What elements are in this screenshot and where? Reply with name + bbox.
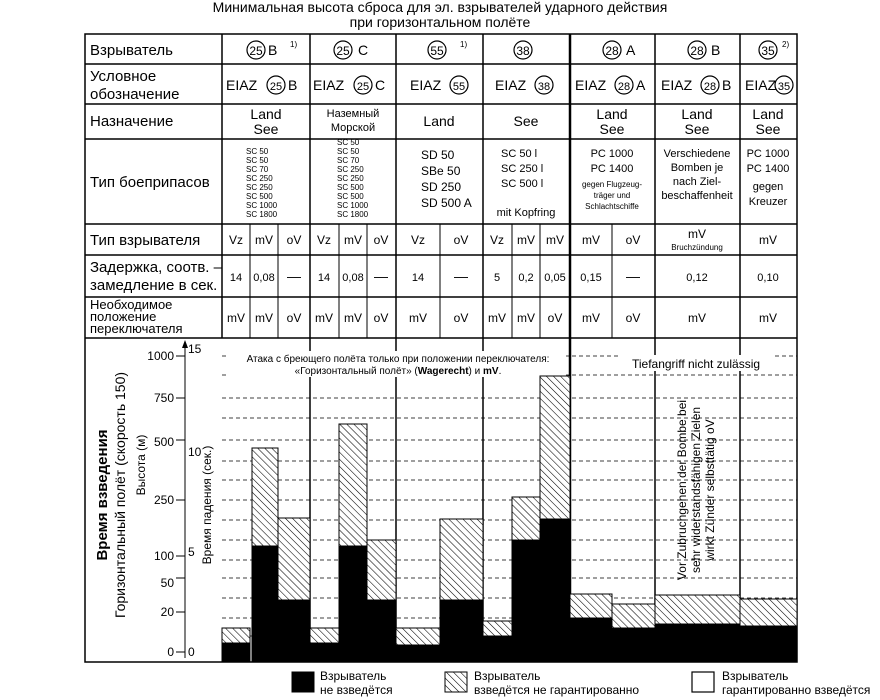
note-vertical-3: wirkt Zünder selbsttätig oV	[703, 419, 717, 561]
eiaz-num-38: 38	[537, 81, 551, 93]
legend-swatch-black	[292, 672, 314, 692]
fuze-suffix-28a: A	[626, 42, 636, 58]
fuze-number-28b: 28	[690, 44, 704, 58]
ammo-25c-2: SC 70	[337, 156, 360, 165]
fuze-type-25b-0: Vz	[228, 233, 244, 247]
fuze-type-28b-note: Bruchzündung	[671, 243, 723, 252]
fuze-type-55-1: oV	[453, 233, 469, 247]
title-line-2: при горизонтальном полёте	[349, 14, 531, 30]
eiaz-label-28b: EIAZ	[661, 77, 693, 93]
ammo-25b-4: SC 250	[246, 183, 273, 192]
fuze-type-35-0: mV	[759, 233, 777, 247]
legend-white-2: гарантированно взведётся	[722, 683, 871, 697]
height-tick-500: 500	[153, 435, 174, 449]
eiaz-num-28a: 28	[617, 81, 631, 93]
bar-35-black	[740, 626, 797, 662]
delay-55-1: —	[454, 268, 468, 284]
delay-28a-0: 0,15	[580, 272, 602, 284]
fuze-type-38-1: mV	[517, 233, 535, 247]
ammo-28b-2: nach Ziel-	[672, 176, 722, 188]
legend-swatch-hatch	[445, 672, 467, 692]
delay-25b-0: 14	[229, 272, 243, 284]
ammo-25b-5: SC 500	[246, 192, 273, 201]
fuze-type-25b-1: mV	[255, 233, 273, 247]
bar-25c-mv-hatch	[339, 424, 367, 546]
fuze-suffix-28b: B	[711, 42, 721, 58]
time-tick-5: 5	[188, 545, 195, 559]
bar-35-hatch	[740, 599, 797, 626]
fuze-type-38-2: mV	[546, 233, 564, 247]
bar-28b-black	[655, 624, 740, 662]
note-strafe-1: Атака с бреющего полёта только при положении переключателя:	[246, 354, 550, 365]
axis-title-sub: Горизонтальный полёт (скорость 150)	[112, 371, 128, 619]
purpose-35-2: See	[755, 121, 781, 137]
bar-28a-ov-hatch	[612, 604, 655, 628]
ammo-38-0: SC 50 l	[501, 148, 538, 160]
bar-28b-hatch	[655, 595, 740, 624]
row-header-switch-2: положение	[90, 309, 157, 324]
ammo-25c-3: SC 250	[337, 165, 364, 174]
axis-title-main: Время взведения	[94, 429, 111, 561]
eiaz-num-25b: 25	[269, 81, 283, 93]
delay-row	[230, 268, 779, 284]
ammo-28b-3: beschaffenheit	[661, 190, 733, 202]
eiaz-label-25c: EIAZ	[313, 77, 345, 93]
ammo-25c-8: SC 1800	[337, 210, 369, 219]
switch-35-0: mV	[759, 311, 777, 325]
delay-25c-0: 14	[317, 272, 331, 284]
delay-38-0: 5	[493, 272, 501, 284]
height-tick-100: 100	[153, 549, 174, 563]
ammo-28a-1: PC 1400	[590, 163, 634, 175]
bar-25b-vz-black	[222, 643, 250, 662]
ammo-25b-1: SC 50	[246, 156, 269, 165]
bar-28a-ov-black	[612, 628, 655, 662]
purpose-28a-1: Land	[596, 106, 628, 122]
fuze-number-35: 35	[761, 44, 775, 58]
delay-35-0: 0,10	[757, 272, 779, 284]
purpose-25c-2: Морской	[330, 122, 376, 134]
purpose-38: See	[513, 113, 539, 129]
delay-28b-0: 0,12	[686, 272, 708, 284]
delay-55-0: 14	[411, 272, 425, 284]
height-tick-750: 750	[153, 391, 174, 405]
purpose-25c-1: Наземный	[326, 108, 380, 120]
note-tief: Tiefangriff nicht zulässig	[631, 357, 761, 371]
bar-25c-mv-black	[339, 546, 367, 662]
bar-38-mv1-hatch	[512, 497, 540, 540]
bar-55-ov-black	[440, 600, 483, 662]
ammo-25c-7: SC 1000	[337, 201, 369, 210]
ammo-25c-1: SC 50	[337, 147, 360, 156]
fuze-type-28b-0: mV	[688, 227, 706, 241]
fuze-type-25c-1: mV	[344, 233, 362, 247]
height-tick-20: 20	[160, 605, 174, 619]
eiaz-label-55: EIAZ	[410, 77, 442, 93]
legend-hatch-2: взведётся не гарантированно	[474, 683, 640, 697]
fuze-type-25b-2: oV	[286, 233, 302, 247]
row-headers	[90, 42, 223, 336]
delay-38-2: 0,05	[544, 272, 566, 284]
delay-25c-1: 0,08	[342, 272, 364, 284]
row-header-switch-1: Необходимое	[90, 297, 173, 312]
ammo-25c-5: SC 500	[337, 183, 364, 192]
delay-25c-2: —	[374, 268, 388, 284]
ammo-38-1: SC 250 l	[501, 163, 544, 175]
row-header-designation-2: обозначение	[90, 86, 180, 103]
ammo-25b-0: SC 50	[246, 147, 269, 156]
row-header-delay-1: Задержка, соотв. –	[90, 259, 222, 276]
height-tick-0: 0	[167, 645, 174, 659]
bar-38-vz-black	[483, 636, 512, 662]
row-header-fuze: Взрыватель	[90, 42, 173, 59]
row-header-ammo: Тип боеприпасов	[90, 174, 210, 191]
fuze-suffix-25b: B	[268, 42, 278, 58]
switch-28b-0: mV	[688, 311, 706, 325]
purpose-28b-2: See	[684, 121, 710, 137]
switch-55-0: mV	[409, 311, 427, 325]
switch-28a-0: mV	[582, 311, 600, 325]
height-tick-250: 250	[153, 493, 174, 507]
row-header-designation-1: Условное	[90, 68, 157, 85]
ammo-55-2: SD 250	[421, 180, 462, 194]
bar-55-vz-black	[396, 645, 440, 662]
bar-25c-ov-black	[367, 600, 396, 662]
delay-25b-1: 0,08	[253, 272, 275, 284]
axis-title-height: Высота (м)	[134, 434, 148, 496]
ammo-28b-1: Bomben je	[670, 162, 724, 174]
purpose-25b-2: See	[253, 121, 279, 137]
ammo-25c-6: SC 500	[337, 192, 364, 201]
fuze-number-55: 55	[430, 44, 444, 58]
ammo-25b-7: SC 1800	[246, 210, 278, 219]
note-strafe-2: «Горизонтальный полёт» (Wagerecht) и mV.	[294, 366, 502, 377]
height-tick-1000: 1000	[147, 349, 174, 363]
height-tick-50: 50	[160, 576, 174, 590]
purpose-25b-1: Land	[250, 106, 282, 122]
fuze-type-28a-0: mV	[582, 233, 600, 247]
axis-title-time: Время падения (сек.)	[200, 445, 214, 565]
time-tick-10: 10	[188, 445, 202, 459]
ammo-55-3: SD 500 A	[421, 196, 472, 210]
eiaz-suffix-25c: C	[375, 77, 386, 93]
ammo-35-1: PC 1400	[746, 163, 790, 175]
fuze-number-25b: 25	[249, 44, 263, 58]
fuze-type-25c-2: oV	[373, 233, 389, 247]
purpose-28a-2: See	[599, 121, 625, 137]
ammo-25c-4: SC 250	[337, 174, 364, 183]
bar-25b-vz-hatch	[222, 628, 250, 643]
eiaz-label-38: EIAZ	[495, 77, 527, 93]
eiaz-label-25b: EIAZ	[226, 77, 258, 93]
eiaz-suffix-28a: A	[636, 77, 646, 93]
switch-25c-1: mV	[344, 311, 362, 325]
purpose-row	[250, 106, 783, 137]
ammo-25b-3: SC 250	[246, 174, 273, 183]
eiaz-num-55: 55	[452, 81, 466, 93]
row-header-delay-2: замедление в сек.	[90, 277, 218, 294]
switch-38-1: mV	[517, 311, 535, 325]
bar-55-vz-hatch	[396, 628, 440, 645]
legend-white-1: Взрыватель	[722, 669, 789, 683]
legend-hatch-1: Взрыватель	[474, 669, 541, 683]
delay-28a-1: —	[626, 268, 640, 284]
switch-25b-2: oV	[286, 311, 302, 325]
row-header-purpose: Назначение	[90, 113, 174, 130]
ammo-25c-0: SC 50	[337, 138, 360, 147]
bar-28a-mv-black	[570, 618, 612, 662]
ammo-28a-0: PC 1000	[590, 148, 634, 160]
ammo-25b-6: SC 1000	[246, 201, 278, 210]
legend-black-1: Взрыватель	[320, 669, 387, 683]
delay-38-1: 0,2	[518, 272, 534, 284]
eiaz-suffix-28b: B	[722, 77, 732, 93]
bar-38-mv2-hatch	[540, 376, 570, 519]
ammo-25b-2: SC 70	[246, 165, 269, 174]
delay-25b-2: —	[287, 268, 301, 284]
eiaz-label-28a: EIAZ	[575, 77, 607, 93]
eiaz-label-35: EIAZ	[745, 77, 777, 93]
bar-25b-mv-black	[252, 546, 278, 662]
purpose-55: Land	[423, 113, 455, 129]
ammo-28a-note-0: gegen Flugzeug-	[581, 180, 643, 189]
switch-25c-0: mV	[315, 311, 333, 325]
eiaz-num-28b: 28	[703, 81, 717, 93]
switch-28a-1: oV	[625, 311, 641, 325]
ammo-28b-0: Verschiedene	[663, 148, 731, 160]
ammo-35-3: Kreuzer	[748, 196, 788, 208]
row-header-fuze-type: Тип взрывателя	[90, 232, 201, 249]
bar-38-mv1-black	[512, 540, 540, 662]
bar-38-vz-hatch	[483, 621, 512, 636]
ammo-28a-note-1: träger und	[593, 191, 631, 200]
fuze-note-35: 2)	[782, 40, 790, 49]
fuze-note-25b: 1)	[290, 40, 298, 49]
fuze-type-28a-1: oV	[625, 233, 641, 247]
bar-28a-mv-hatch	[570, 594, 612, 618]
bar-25b-ov-black	[278, 600, 310, 662]
note-vertical-1: Vor Zubruchgehen der Bombe bei	[675, 399, 689, 581]
legend-black-2: не взведётся	[320, 683, 393, 697]
designation-row	[226, 76, 793, 94]
bar-25c-ov-hatch	[367, 540, 396, 600]
fuze-type-38-0: Vz	[489, 233, 505, 247]
switch-25b-0: mV	[227, 311, 245, 325]
ammo-38-note: mit Kopfring	[496, 207, 556, 219]
title-line-1: Минимальная высота сброса для эл. взрывателей ударного действия	[212, 0, 668, 15]
ammo-38-2: SC 500 l	[501, 178, 544, 190]
eiaz-suffix-25b: B	[288, 77, 298, 93]
row-header-switch-3: переключателя	[90, 321, 183, 336]
legend-swatch-white	[692, 672, 714, 692]
note-vertical-2: sehr widerstandsfähigen Zielen	[689, 406, 703, 574]
fuze-number-25c: 25	[336, 44, 350, 58]
ammo-35-2: gegen	[752, 181, 784, 193]
bar-38-mv2-black	[540, 519, 570, 662]
time-tick-0: 0	[188, 645, 195, 659]
ammo-55-1: SBe 50	[421, 164, 461, 178]
switch-55-1: oV	[453, 311, 469, 325]
switch-25c-2: oV	[373, 311, 389, 325]
ammo-55-0: SD 50	[421, 148, 455, 162]
switch-25b-1: mV	[255, 311, 273, 325]
eiaz-num-35: 35	[777, 81, 791, 93]
switch-38-0: mV	[488, 311, 506, 325]
fuze-type-row	[229, 227, 777, 252]
time-tick-15: 15	[188, 342, 202, 356]
bar-55-ov-hatch	[440, 519, 483, 600]
legend	[292, 669, 870, 697]
eiaz-num-25c: 25	[356, 81, 370, 93]
bar-25b-mv-hatch	[252, 448, 278, 546]
ammo-row	[246, 138, 789, 219]
ammo-28a-note-2: Schlachtschiffe	[585, 202, 639, 211]
bar-25c-vz-hatch	[310, 628, 339, 643]
bar-25c-vz-black	[310, 643, 339, 662]
ammo-35-0: PC 1000	[746, 148, 790, 160]
fuze-number-28a: 28	[605, 44, 619, 58]
purpose-35-1: Land	[752, 106, 784, 122]
fuze-note-55: 1)	[460, 40, 468, 49]
bar-25b-ov-hatch	[278, 518, 310, 600]
fuze-number-38: 38	[516, 44, 530, 58]
fuze-number-row	[247, 40, 789, 59]
fuze-suffix-25c: C	[358, 42, 369, 58]
chart-area	[94, 340, 797, 662]
fuze-type-55-0: Vz	[410, 233, 426, 247]
switch-38-2: oV	[547, 311, 563, 325]
purpose-28b-1: Land	[681, 106, 713, 122]
fuze-type-25c-0: Vz	[316, 233, 332, 247]
